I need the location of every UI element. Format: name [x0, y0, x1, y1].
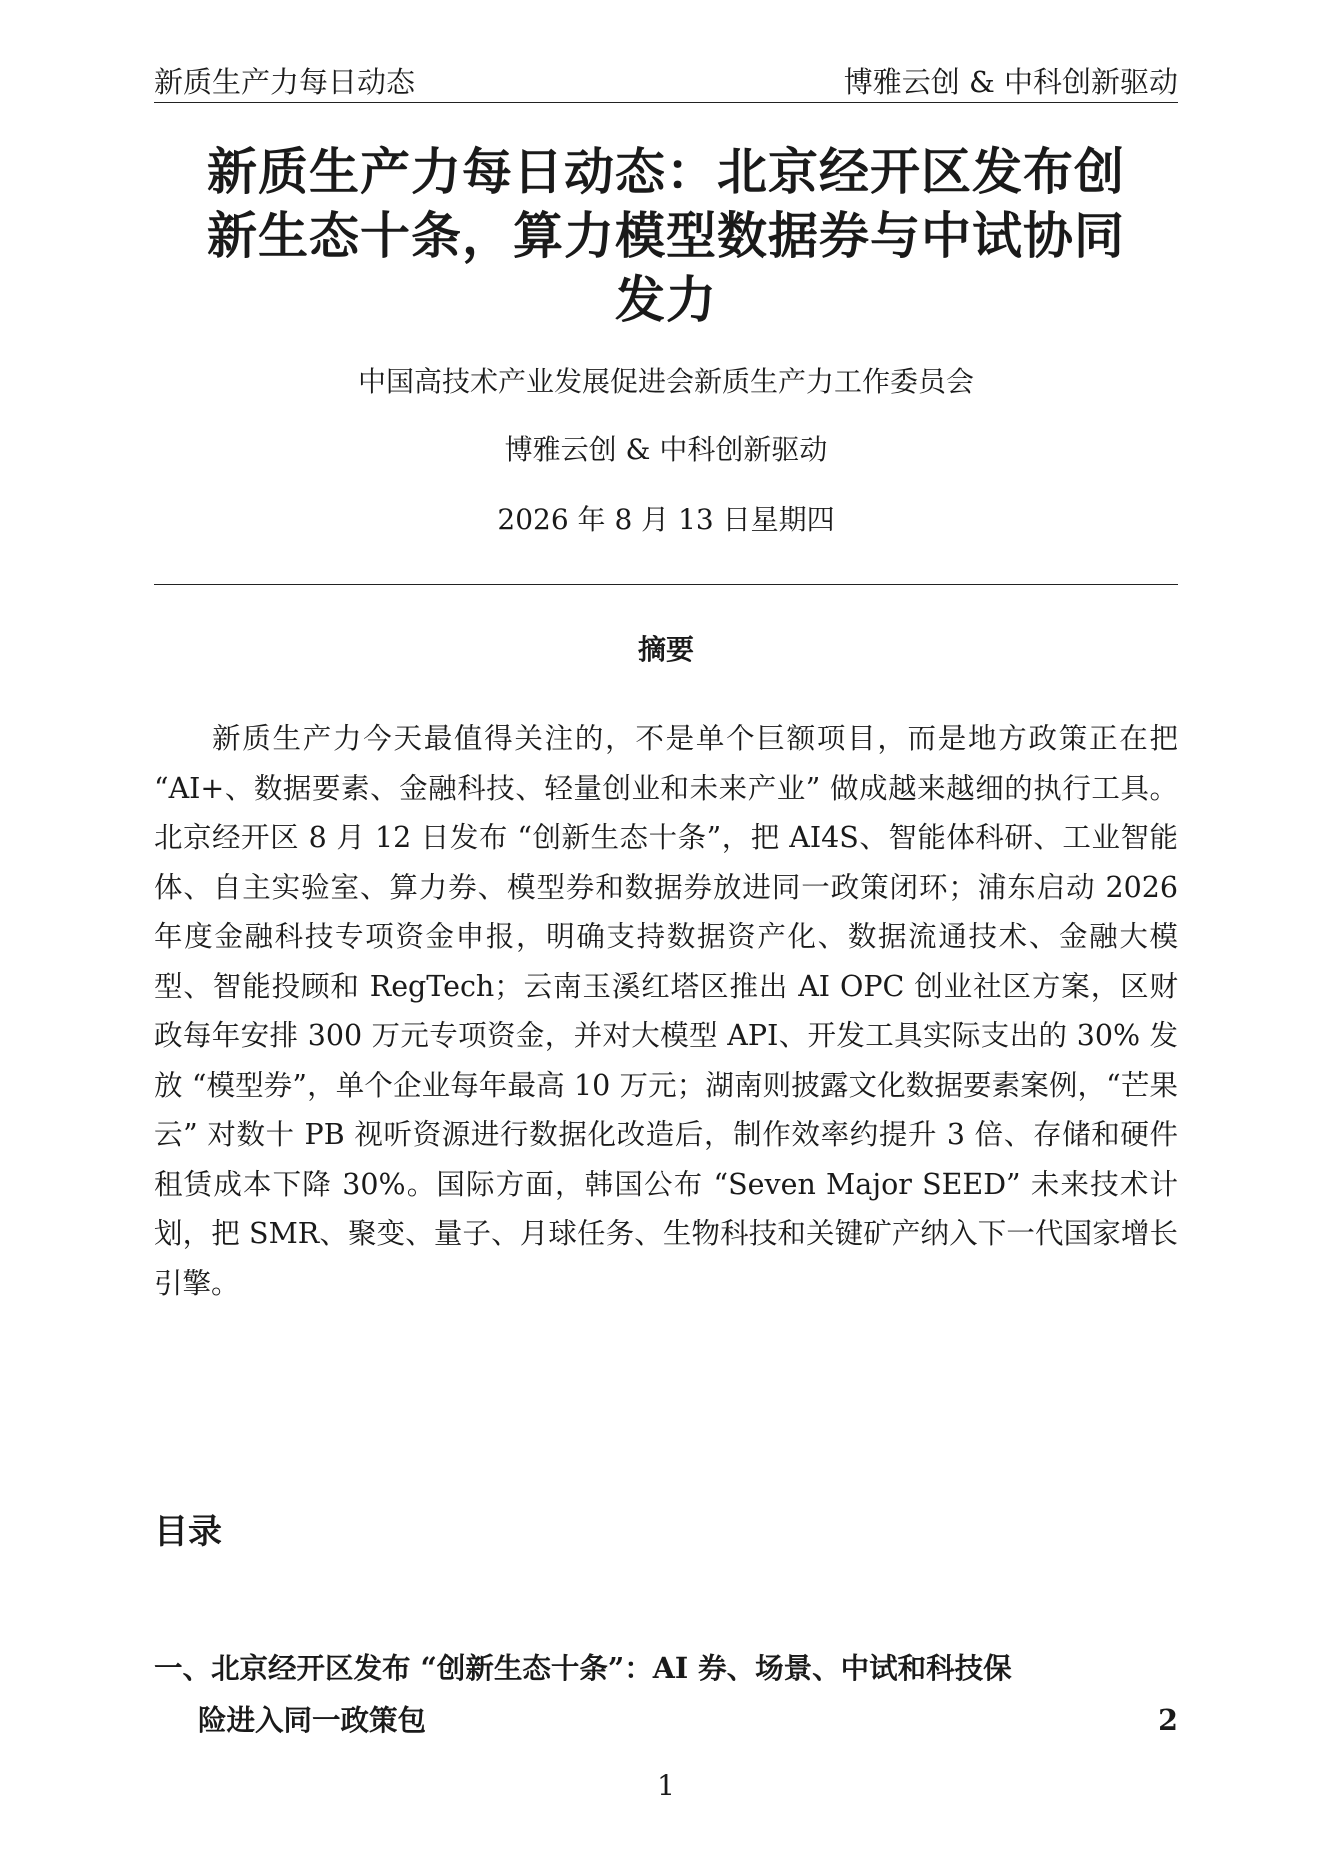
header-right-authors: 博雅云创 & 中科创新驱动 [843, 65, 1178, 99]
title-line-1: 新质生产力每日动态：北京经开区发布创 [207, 142, 1125, 201]
toc-heading: 目录 [154, 1512, 222, 1552]
header-left-title: 新质生产力每日动态 [154, 65, 416, 99]
title-line-3: 发力 [615, 270, 717, 329]
publication-date: 2026 年 8 月 13 日星期四 [497, 503, 835, 536]
document-title [154, 140, 1178, 332]
abstract-body: 新质生产力今天最值得关注的，不是单个巨额项目，而是地方政策正在把 “AI+、数据要素、金融科技、轻量创业和未来产业” 做成越来越细的执行工具。北京经开区 8 月 12 日发布 “创新生态十条”，把 AI4S、智能体科研、工业智能体、自主实验室、算力券、模型券和数据券放进同一政策闭环；浦东启动 2026 年度金融科技专项资金申报，明确支持数据资产化、数据流通技术、金融大模型、智能投顾和 RegTech；云南玉溪红塔区推出 AI OPC 创业社区方案，区财政每年安排 300 万元专项资金，并对大模型 API、开发工具实际支出的 30% 发放 “模型券”，单个企业每年最高 10 万元；湖南则披露文化数据要素案例，“芒果云” 对数十 PB 视听资源进行数据化改造后，制作效率约提升 3 倍、存储和硬件租赁成本下降 30%。国际方面，韩国公布 “Seven Major SEED” 未来技术计划，把 SMR、聚变、量子、月球任务、生物科技和关键矿产纳入下一代国家增长引擎。 [154, 722, 1178, 1300]
toc-entry-line-2 [154, 1694, 1178, 1746]
toc-entry-line-1 [154, 1642, 1178, 1694]
toc-entry[interactable] [154, 1642, 1178, 1746]
toc-entry-number: 一、 [154, 1651, 212, 1685]
abstract-heading: 摘要 [637, 633, 694, 666]
running-header [154, 60, 1178, 104]
authors: 博雅云创 & 中科创新驱动 [504, 433, 828, 466]
toc-entry-page-number: 2 [1158, 1703, 1178, 1737]
title-line-2: 新生态十条，算力模型数据券与中试协同 [207, 206, 1125, 265]
organization: 中国高技术产业发展促进会新质生产力工作委员会 [357, 365, 974, 398]
toc-entry-title-part-1: 北京经开区发布 “创新生态十条”：AI 券、场景、中试和科技保 [211, 1651, 1012, 1685]
page-number: 1 [657, 1769, 675, 1802]
toc-entry-title-part-2: 险进入同一政策包 [198, 1703, 427, 1737]
header-rule [154, 102, 1178, 103]
title-rule [154, 584, 1178, 585]
